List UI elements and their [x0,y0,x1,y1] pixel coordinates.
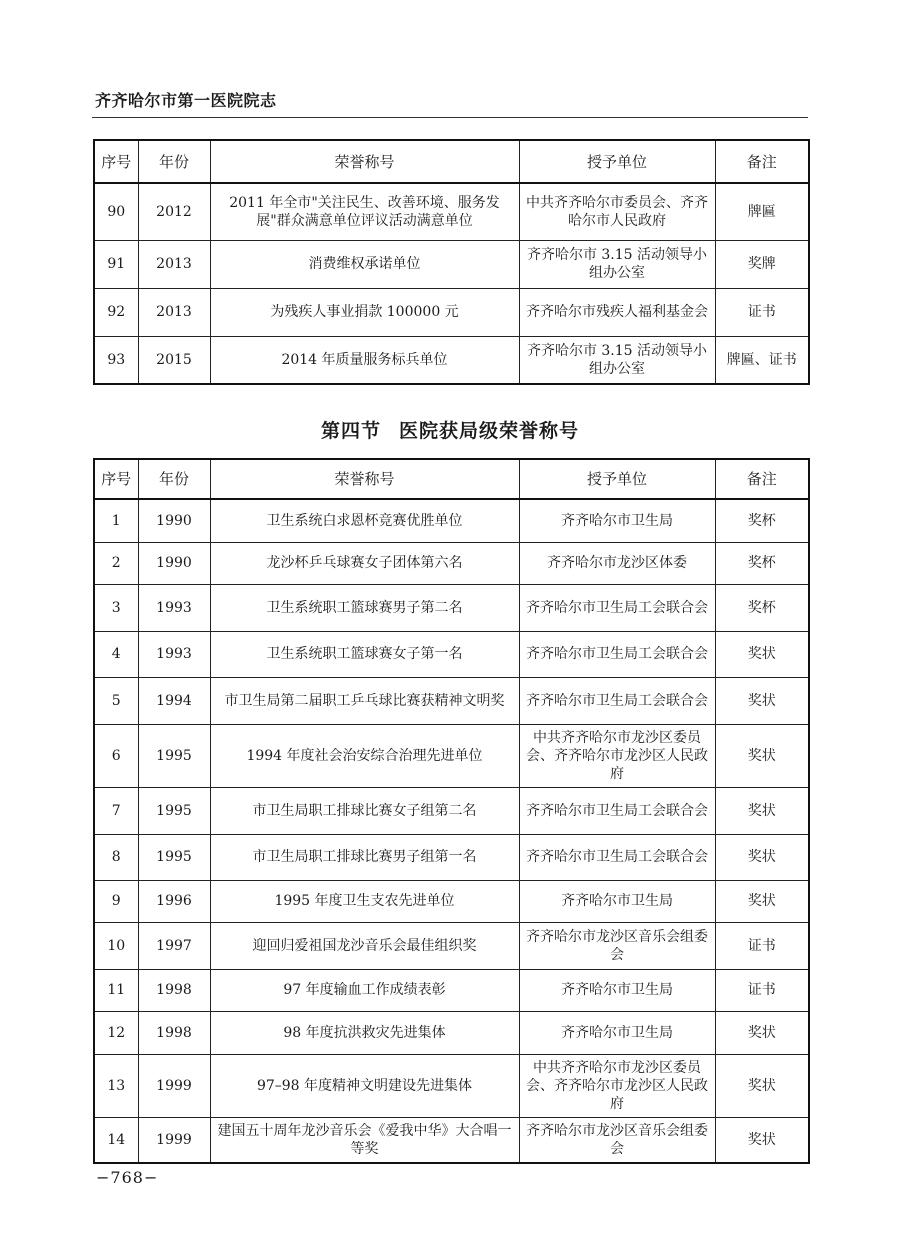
section-title [0,416,900,443]
table-row [94,584,809,631]
cell-note: 奖状 [715,834,809,880]
cell-year: 2015 [138,336,210,384]
cell-year: 1990 [138,499,210,542]
cell-unit: 齐齐哈尔市残疾人福利基金会 [519,288,715,336]
cell-no: 3 [94,584,138,631]
cell-no: 90 [94,183,138,240]
table-row [94,183,809,240]
cell-title: 2014 年质量服务标兵单位 [210,336,519,384]
cell-year: 1995 [138,724,210,787]
column-header-year: 年份 [138,459,210,499]
header-rule [92,117,808,118]
table-row [94,1054,809,1117]
cell-no: 11 [94,969,138,1011]
honors-table-continued [93,139,810,385]
table-header-row [94,140,809,183]
cell-title: 市卫生局职工排球比赛女子组第二名 [210,787,519,834]
cell-year: 1994 [138,677,210,724]
cell-no: 91 [94,240,138,288]
cell-year: 2012 [138,183,210,240]
cell-note: 奖状 [715,724,809,787]
table-row [94,499,809,542]
page-number: −768− [96,1168,159,1187]
cell-title: 市卫生局第二届职工乒乓球比赛获精神文明奖 [210,677,519,724]
cell-year: 1996 [138,880,210,922]
cell-unit: 齐齐哈尔市卫生局工会联合会 [519,631,715,677]
column-header-year: 年份 [138,140,210,183]
honors-table-bureau-level [93,458,810,1164]
cell-unit: 齐齐哈尔市龙沙区音乐会组委会 [519,922,715,969]
column-header-title: 荣誉称号 [210,140,519,183]
table-row [94,631,809,677]
table-row [94,1011,809,1054]
cell-no: 9 [94,880,138,922]
cell-title: 为残疾人事业捐款 100000 元 [210,288,519,336]
cell-note: 奖状 [715,677,809,724]
cell-unit: 齐齐哈尔市龙沙区体委 [519,542,715,584]
cell-title: 97 年度输血工作成绩表彰 [210,969,519,1011]
cell-year: 1998 [138,969,210,1011]
cell-note: 奖杯 [715,499,809,542]
cell-year: 1999 [138,1054,210,1117]
cell-year: 2013 [138,288,210,336]
cell-title: 建国五十周年龙沙音乐会《爱我中华》大合唱一等奖 [210,1117,519,1163]
cell-title: 消费维权承诺单位 [210,240,519,288]
cell-no: 14 [94,1117,138,1163]
column-header-no: 序号 [94,140,138,183]
cell-year: 1995 [138,787,210,834]
table-row [94,677,809,724]
table-body [94,499,809,1163]
cell-note: 奖杯 [715,584,809,631]
cell-no: 7 [94,787,138,834]
cell-unit: 中共齐齐哈尔市委员会、齐齐哈尔市人民政府 [519,183,715,240]
cell-unit: 齐齐哈尔市卫生局工会联合会 [519,677,715,724]
cell-year: 1995 [138,834,210,880]
table-row [94,240,809,288]
table-body [94,183,809,384]
cell-title: 98 年度抗洪救灾先进集体 [210,1011,519,1054]
table-row [94,787,809,834]
column-header-note: 备注 [715,140,809,183]
cell-no: 93 [94,336,138,384]
cell-note: 奖状 [715,631,809,677]
cell-unit: 齐齐哈尔市卫生局 [519,1011,715,1054]
section-number: 第四节 [320,420,381,442]
cell-title: 1995 年度卫生支农先进单位 [210,880,519,922]
cell-year: 1993 [138,631,210,677]
cell-unit: 齐齐哈尔市龙沙区音乐会组委会 [519,1117,715,1163]
column-header-unit: 授予单位 [519,140,715,183]
cell-title: 市卫生局职工排球比赛男子组第一名 [210,834,519,880]
cell-note: 牌匾、证书 [715,336,809,384]
cell-unit: 中共齐齐哈尔市龙沙区委员会、齐齐哈尔市龙沙区人民政府 [519,1054,715,1117]
cell-year: 1998 [138,1011,210,1054]
cell-title: 2011 年全市"关注民生、改善环境、服务发展"群众满意单位评议活动满意单位 [210,183,519,240]
cell-no: 12 [94,1011,138,1054]
table-row [94,834,809,880]
table-row [94,880,809,922]
table-row [94,288,809,336]
cell-year: 1993 [138,584,210,631]
cell-title: 97–98 年度精神文明建设先进集体 [210,1054,519,1117]
cell-note: 证书 [715,288,809,336]
cell-note: 奖状 [715,1054,809,1117]
column-header-title: 荣誉称号 [210,459,519,499]
table-row [94,922,809,969]
cell-note: 奖杯 [715,542,809,584]
cell-year: 1997 [138,922,210,969]
cell-note: 奖牌 [715,240,809,288]
table-row [94,542,809,584]
cell-title: 龙沙杯乒乓球赛女子团体第六名 [210,542,519,584]
cell-note: 牌匾 [715,183,809,240]
cell-note: 证书 [715,969,809,1011]
cell-no: 10 [94,922,138,969]
cell-year: 2013 [138,240,210,288]
cell-note: 奖状 [715,1011,809,1054]
cell-no: 8 [94,834,138,880]
cell-note: 证书 [715,922,809,969]
column-header-unit: 授予单位 [519,459,715,499]
cell-unit: 中共齐齐哈尔市龙沙区委员会、齐齐哈尔市龙沙区人民政府 [519,724,715,787]
cell-no: 92 [94,288,138,336]
table-row [94,969,809,1011]
cell-title: 卫生系统职工篮球赛女子第一名 [210,631,519,677]
cell-no: 5 [94,677,138,724]
column-header-note: 备注 [715,459,809,499]
cell-title: 迎回归爱祖国龙沙音乐会最佳组织奖 [210,922,519,969]
cell-no: 4 [94,631,138,677]
cell-no: 1 [94,499,138,542]
cell-year: 1999 [138,1117,210,1163]
cell-note: 奖状 [715,787,809,834]
cell-unit: 齐齐哈尔市卫生局 [519,969,715,1011]
cell-no: 13 [94,1054,138,1117]
section-name: 医院获局级荣誉称号 [399,420,580,442]
cell-note: 奖状 [715,1117,809,1163]
cell-title: 卫生系统职工篮球赛男子第二名 [210,584,519,631]
table-row [94,1117,809,1163]
cell-unit: 齐齐哈尔市卫生局工会联合会 [519,584,715,631]
table-row [94,724,809,787]
cell-unit: 齐齐哈尔市 3.15 活动领导小组办公室 [519,240,715,288]
cell-note: 奖状 [715,880,809,922]
running-header: 齐齐哈尔市第一医院院志 [95,91,277,110]
cell-unit: 齐齐哈尔市卫生局工会联合会 [519,834,715,880]
cell-unit: 齐齐哈尔市卫生局 [519,880,715,922]
cell-no: 6 [94,724,138,787]
cell-no: 2 [94,542,138,584]
cell-unit: 齐齐哈尔市卫生局 [519,499,715,542]
cell-title: 卫生系统白求恩杯竞赛优胜单位 [210,499,519,542]
table-header-row [94,459,809,499]
column-header-no: 序号 [94,459,138,499]
cell-unit: 齐齐哈尔市 3.15 活动领导小组办公室 [519,336,715,384]
cell-year: 1990 [138,542,210,584]
cell-title: 1994 年度社会治安综合治理先进单位 [210,724,519,787]
table-row [94,336,809,384]
cell-unit: 齐齐哈尔市卫生局工会联合会 [519,787,715,834]
